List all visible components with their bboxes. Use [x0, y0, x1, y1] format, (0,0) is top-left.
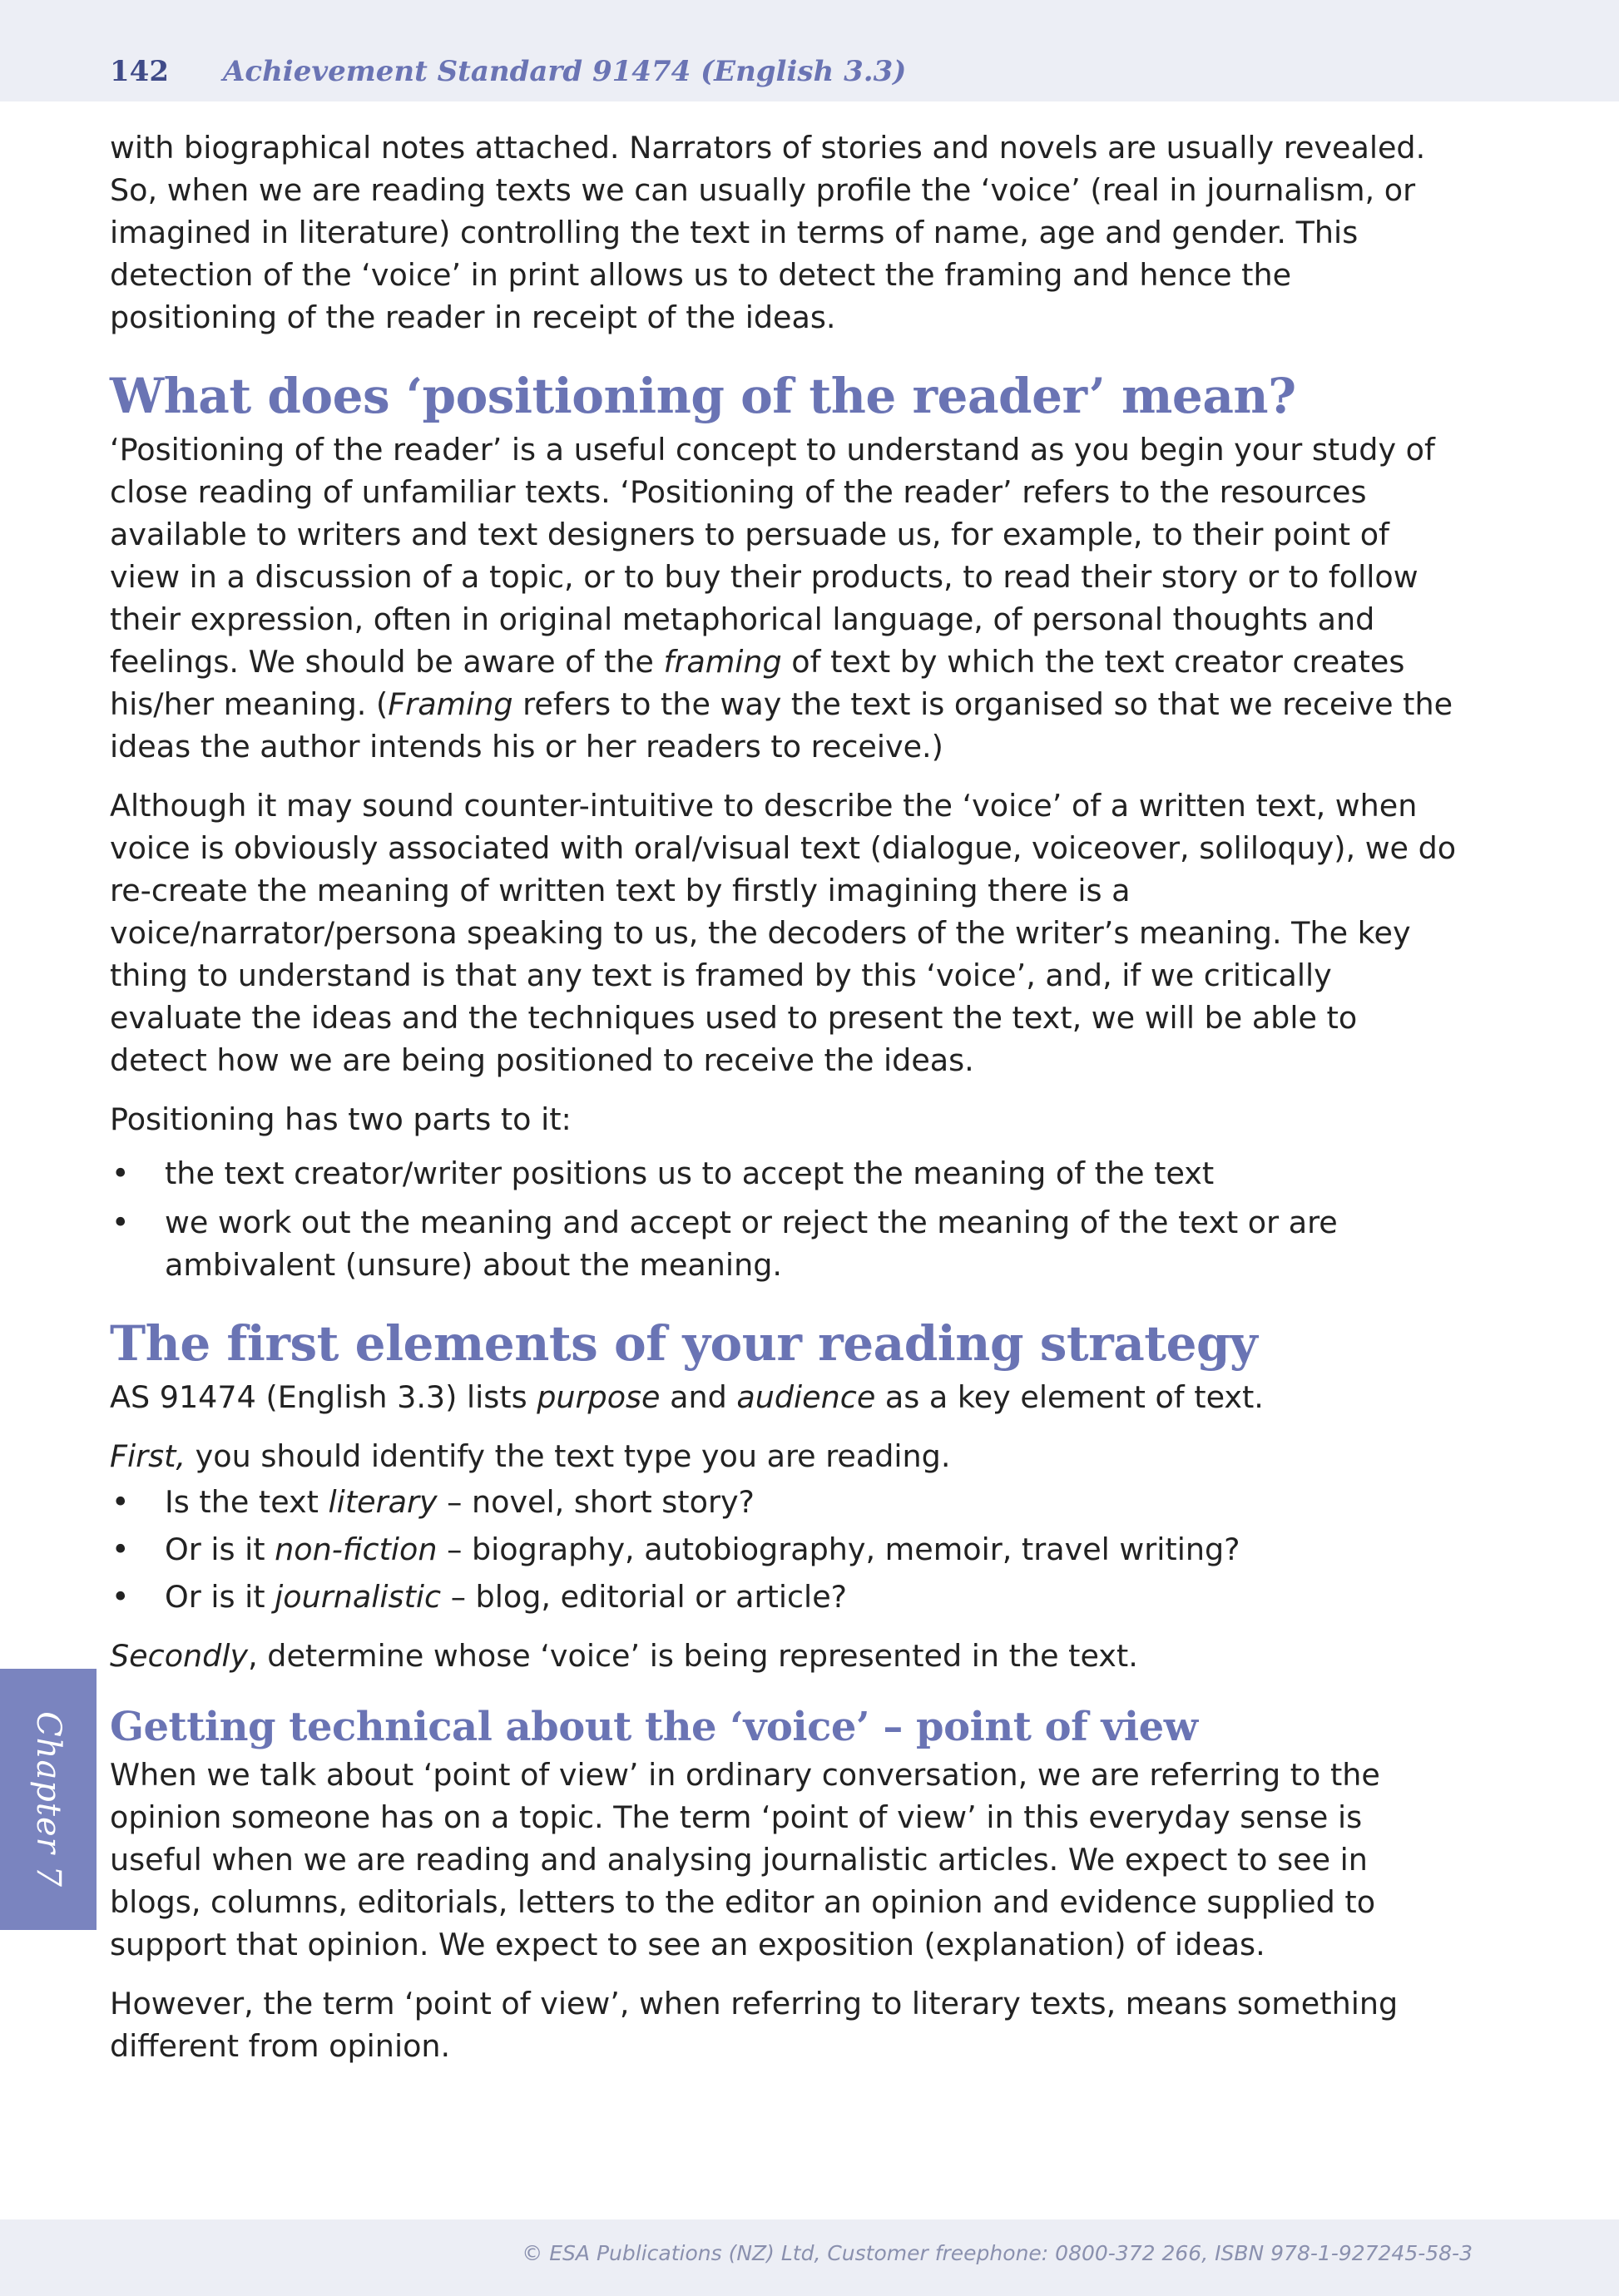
- positioning-paragraph-3: Positioning has two parts to it:: [110, 1101, 572, 1137]
- bullet-icon: •: [111, 1205, 130, 1240]
- term-framing: framing: [663, 644, 782, 680]
- strategy-paragraph-first: First, you should identify the text type you are reading.: [110, 1438, 951, 1474]
- list-item: • Or is it non-fiction – biography, autobiography, memoir, travel writing?: [110, 1528, 1458, 1571]
- bullet-icon: •: [111, 1484, 130, 1520]
- page-footer: [0, 2219, 1619, 2296]
- term-purpose: purpose: [537, 1379, 661, 1415]
- text-type-list: [110, 1481, 1458, 1618]
- running-title: Achievement Standard 91474 (English 3.3): [223, 55, 907, 88]
- bullet-icon: •: [111, 1155, 130, 1191]
- bullet-icon: •: [111, 1531, 130, 1567]
- positioning-list: [110, 1152, 1458, 1286]
- term-audience: audience: [736, 1379, 876, 1415]
- page-header: [0, 0, 1619, 101]
- term-framing-defined: Framing: [388, 686, 513, 722]
- list-item: • Is the text literary – novel, short story?: [110, 1481, 1458, 1523]
- positioning-paragraph-2: Although it may sound counter-intuitive to describe the ‘voice’ of a written text, when voice is obviously associated with oral/visual text (dialogue, voiceover, soliloquy), we do re-create the meaning of written text by firstly imagining there is a voice/narrator/persona speaking to us, the decoders of the writer’s meaning. The key thing to understand is that any text is framed by this ‘voice’, and, if we critically evaluate the ideas and the techniques used to present the text, we will be able to detect how we are being positioned to receive the ideas.: [110, 788, 1457, 1078]
- intro-paragraph: with biographical notes attached. Narrators of stories and novels are usually revealed. So, when we are reading texts we can usually profile the ‘voice’ (real in journalism, or imagined in literature) controlling the text in terms of name, age and gender. This detection of the ‘voice’ in print allows us to detect the framing and hence the positioning of the reader in receipt of the ideas.: [110, 130, 1426, 335]
- bullet-icon: •: [111, 1579, 130, 1615]
- page-number: 142: [110, 55, 169, 88]
- chapter-label: Chapter 7: [29, 1711, 67, 1888]
- list-item: • the text creator/writer positions us to accept the meaning of the text: [110, 1152, 1458, 1195]
- page-body: [110, 126, 1458, 2084]
- chapter-tab: [0, 1669, 97, 1930]
- technical-paragraph-1: When we talk about ‘point of view’ in ordinary conversation, we are referring to the opinion someone has on a topic. The term ‘point of view’ in this everyday sense is useful when we are reading and analysing journalistic articles. We expect to see in blogs, columns, editorials, letters to the editor an opinion and evidence supplied to support that opinion. We expect to see an exposition (explanation) of ideas.: [110, 1757, 1380, 1962]
- technical-paragraph-2: However, the term ‘point of view’, when referring to literary texts, means something different from opinion.: [110, 1986, 1399, 2064]
- list-item: • Or is it journalistic – blog, editorial or article?: [110, 1576, 1458, 1618]
- positioning-paragraph-1: ‘Positioning of the reader’ is a useful concept to understand as you begin your study of close reading of unfamiliar texts. ‘Positioning of the reader’ refers to the resources available to writers and text designers to persuade us, for example, to their point of view in a discussion of a topic, or to buy their products, to read their story or to follow their expression, often in original metaphorical language, of personal thoughts and feelings. We should be aware of the framing of text by which the text creator creates his/her meaning. (Framing refers to the way the text is organised so that we receive the ideas the author intends his or her readers to receive.): [110, 432, 1453, 765]
- heading-reading-strategy: The first elements of your reading strategy: [110, 1315, 1258, 1372]
- list-item: • we work out the meaning and accept or reject the meaning of the text or are ambivalent (unsure) about the meaning.: [110, 1201, 1458, 1286]
- copyright-notice: © ESA Publications (NZ) Ltd, Customer freephone: 0800-372 266, ISBN 978-1-927245-58-3: [522, 2241, 1473, 2265]
- strategy-paragraph-1: AS 91474 (English 3.3) lists purpose and audience as a key element of text.: [110, 1379, 1264, 1415]
- heading-technical: Getting technical about the ‘voice’ – point of view: [110, 1704, 1198, 1750]
- strategy-paragraph-second: Secondly, determine whose ‘voice’ is being represented in the text.: [110, 1638, 1138, 1674]
- heading-positioning: What does ‘positioning of the reader’ mean?: [110, 368, 1296, 424]
